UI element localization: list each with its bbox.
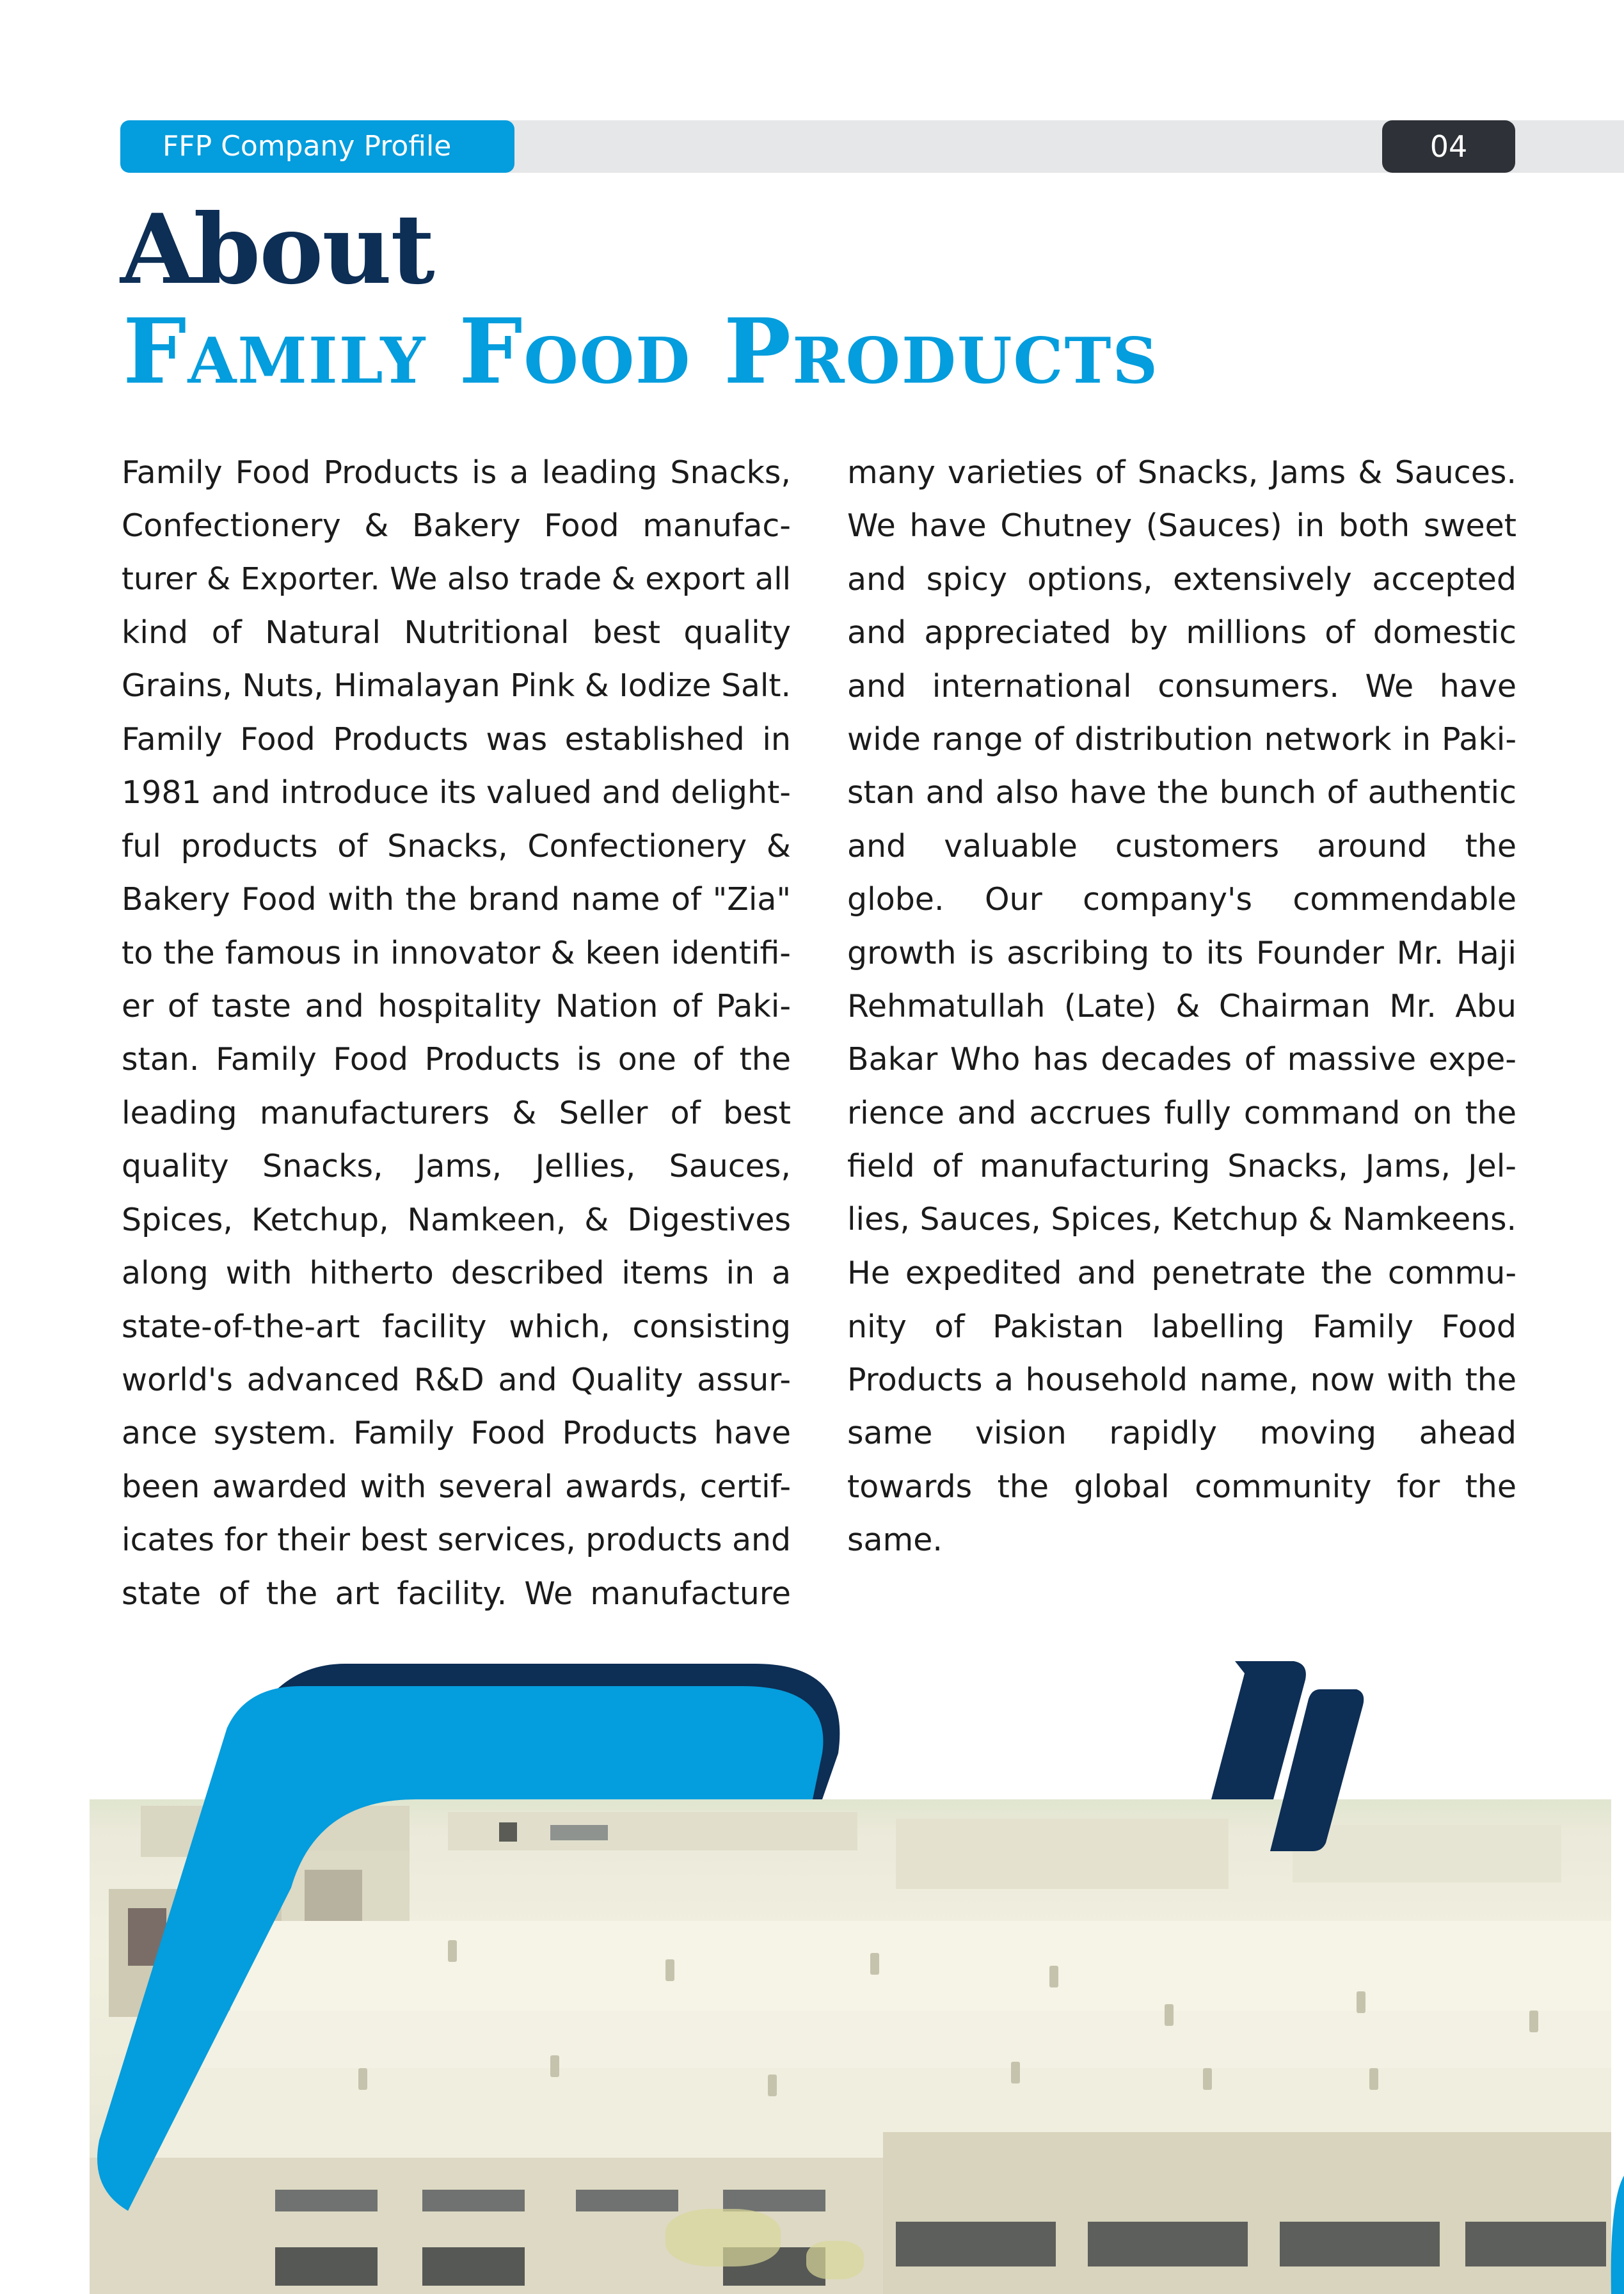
body-text-line: field of manufacturing Snacks, Jams, Jel- [847,1148,1517,1185]
body-column-right [847,446,1517,1567]
body-text-line: along with hitherto described items in a [122,1255,791,1292]
body-column-left [122,446,791,1620]
body-text-line: globe. Our company's commendable [847,881,1517,918]
body-text-line: He expedited and penetrate the commu- [847,1255,1517,1292]
decorative-shapes [0,1638,1624,2294]
body-text-line: and spicy options, extensively accepted [847,561,1517,598]
body-text-line: kind of Natural Nutritional best quality [122,614,791,651]
body-text-line: Confectionery & Bakery Food manufac- [122,507,791,545]
body-text-line: and international consumers. We have [847,667,1517,705]
blue-bracket-outer [97,1728,416,2211]
body-text-line: ful products of Snacks, Confectionery & [122,827,791,864]
title-about: About [120,193,434,306]
body-text-line: stan and also have the bunch of authentic [847,774,1517,811]
body-text-line: stan. Family Food Products is one of the [122,1041,791,1078]
body-text-line: Grains, Nuts, Himalayan Pink & Iodize Salt. [122,667,791,704]
body-text-line: Products a household name, now with the [847,1361,1517,1398]
body-text-line: world's advanced R&D and Quality assur- [122,1361,791,1398]
body-text-line: growth is ascribing to its Founder Mr. Haji [847,934,1517,971]
body-text-line: leading manufacturers & Seller of best [122,1094,791,1131]
body-text-line: to the famous in innovator & keen identifi- [122,934,791,971]
body-text-line: 1981 and introduce its valued and delight- [122,774,791,811]
body-text-line: ance system. Family Food Products have [122,1415,791,1452]
header-tag: FFP Company Profile [120,120,514,173]
body-text-line: towards the global community for the [847,1468,1517,1505]
body-text-line: same vision rapidly moving ahead [847,1415,1517,1452]
body-text-line: er of taste and hospitality Nation of Paki- [122,988,791,1025]
body-text-line: nity of Pakistan labelling Family Food [847,1308,1517,1345]
body-text-line: Rehmatullah (Late) & Chairman Mr. Abu [847,988,1517,1025]
body-text-line: Spices, Ketchup, Namkeen, & Digestives [122,1201,791,1238]
title-company-name: Family Food Products [123,299,1159,404]
body-text-line: icates for their best services, products and [122,1522,791,1559]
body-text-line: We have Chutney (Sauces) in both sweet [847,507,1517,545]
body-text-line: Family Food Products was established in [122,721,791,758]
body-text-line: Family Food Products is a leading Snacks, [122,454,791,491]
body-text-line: and appreciated by millions of domestic [847,614,1517,651]
body-text-line: wide range of distribution network in Paki- [847,721,1517,758]
body-text-line: quality Snacks, Jams, Jellies, Sauces, [122,1148,791,1185]
page-number: 04 [1382,120,1515,173]
body-text-line: state of the art facility. We manufacture [122,1575,791,1612]
body-text-line: same. [847,1522,943,1559]
body-text-line: and valuable customers around the [847,827,1517,864]
right-edge-accent [1611,2176,1624,2294]
body-text-line: been awarded with several awards, certif- [122,1468,791,1505]
body-text-line: lies, Sauces, Spices, Ketchup & Namkeens. [847,1201,1517,1238]
body-text-line: Bakery Food with the brand name of "Zia" [122,881,791,918]
body-text-line: many varieties of Snacks, Jams & Sauces. [847,454,1517,491]
body-text-line: rience and accrues fully command on the [847,1094,1517,1131]
body-text-line: state-of-the-art facility which, consisting [122,1308,791,1345]
body-text-line: Bakar Who has decades of massive expe- [847,1041,1517,1078]
body-text-line: turer & Exporter. We also trade & export all [122,561,791,597]
